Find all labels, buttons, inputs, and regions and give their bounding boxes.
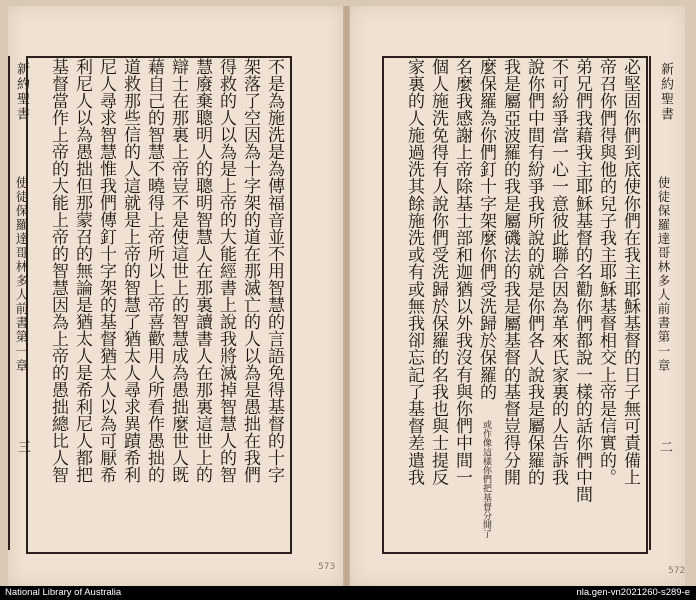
right-text-body (386, 58, 642, 548)
text-column: 得救的人以為是上帝的大能經書上說我將滅掉智慧人的智 (216, 58, 236, 483)
text-column: 辯士在那裏上帝豈不是使這世上的智慧成為愚拙麼世人既 (168, 58, 188, 483)
text-column: 藉自己的智慧不曉得上帝所以上帝喜歡用人所看作愚拙的 (144, 58, 164, 483)
attribution-bar (0, 586, 696, 600)
inline-note: 或作像這樣你們把基督分開了 (481, 420, 491, 539)
text-column: 道救那些信的人這就是上帝的智慧了猶太人尋求異蹟希利 (120, 58, 140, 483)
text-column: 利尼人以為愚拙但那蒙召的無論是猶太人是希利尼人都把 (72, 58, 92, 483)
left-page-number: 三 (15, 440, 30, 453)
text-column (474, 58, 498, 548)
text-column: 基督當作上帝的大能上帝的智慧因為上帝的愚拙總比人智 (48, 58, 68, 483)
text-column: 不是為施洗是為傳福音並不用智慧的言語免得基督的十字 (264, 58, 284, 483)
text-column: 慧廢棄聰明人的聰明智慧人在那裏讀書人在那裏這世上的 (192, 58, 212, 483)
catalog-id: nla.gen-vn2021260-s289-e (576, 587, 690, 598)
text-column: 必堅固你們到底使你們在我主耶穌基督的日子無可責備上 (620, 58, 640, 486)
text-column: 帝召你們得與他的兒子我主耶穌基督相交上帝是信實的。 (596, 58, 616, 486)
right-page-number: 二 (657, 440, 672, 453)
text-column: 尼人尋求智慧惟我們傳釘十字架的基督猶太人以為可厭希 (96, 58, 116, 483)
text-column: 個人施洗免得有人說你們受洗歸於保羅的名我也與士提反 (428, 58, 448, 486)
handwritten-page-number-right: 572 (668, 566, 686, 576)
right-book-title: 新約聖書 (658, 62, 673, 122)
text-column: 不可紛爭當一心一意彼此聯合因為革來氏家裏的人告訴我 (548, 58, 568, 486)
book-gutter (343, 6, 350, 586)
left-chapter-label: 第一章 (14, 330, 29, 374)
text-column: 我是屬亞波羅的我是屬磯法的我是屬基督的基督豈得分開 (500, 58, 520, 486)
left-epistle-title: 使徒保羅達哥林多人前書 (14, 176, 29, 330)
right-epistle-title: 使徒保羅達哥林多人前書 (656, 176, 671, 330)
text-column: 架落了空因為十字架的道在那滅亡的人以為是愚拙在我們 (240, 58, 260, 483)
left-book-title: 新約聖書 (14, 62, 29, 122)
right-chapter-label: 第一章 (656, 330, 671, 374)
left-text-body (32, 58, 286, 548)
handwritten-page-number-left: 573 (318, 562, 336, 572)
library-credit: National Library of Australia (5, 587, 122, 598)
text-column: 家裏的人施過洗其餘施洗或有或無我卻忘記了基督差遣我 (404, 58, 424, 486)
text-column: 弟兄們我藉我主耶穌基督的名勸你們都說一樣的話你們中間 (572, 58, 592, 503)
right-header-rule (649, 56, 651, 550)
left-header-rule (8, 56, 10, 550)
text-column: 名麼我感謝上帝除基士部和迦猶以外我沒有與你們中間一 (452, 58, 472, 486)
text-segment: 麼保羅為你們釘十字架麼你們受洗歸於保羅的 (476, 58, 496, 400)
text-column: 說你們中間有紛爭我所說的就是你們各人說我是屬保羅的 (524, 58, 544, 486)
